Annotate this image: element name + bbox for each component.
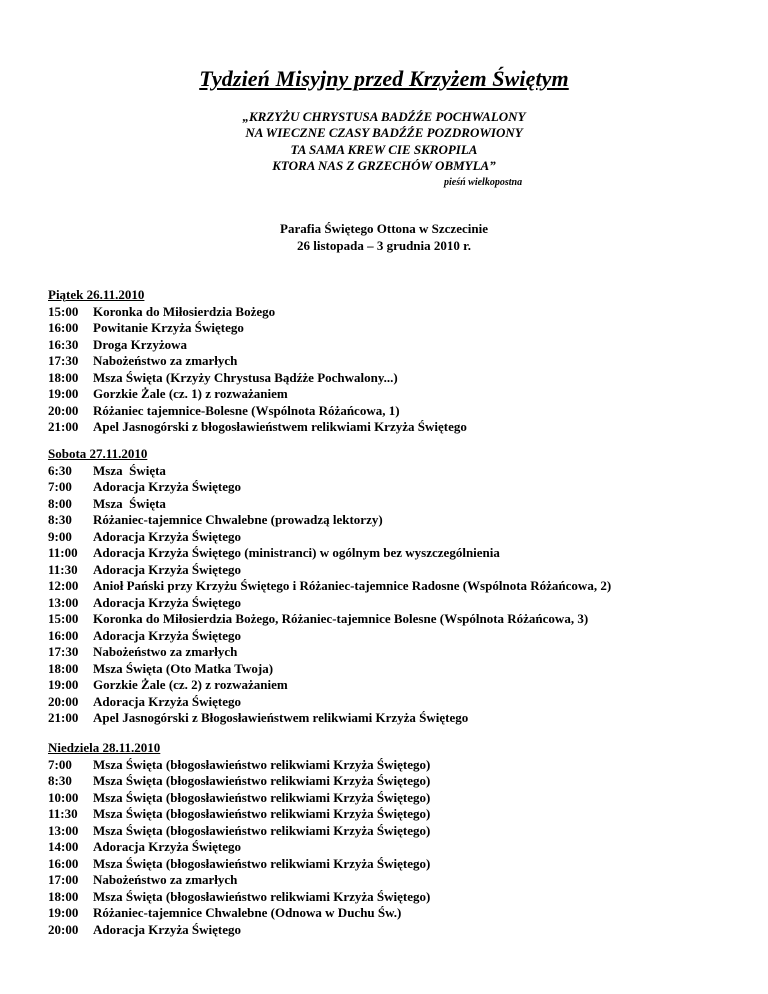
entry-event: Adoracja Krzyża Świętego [93,561,242,577]
entry-time: 20:00 [48,402,79,418]
entry-time: 17:30 [48,644,79,659]
entry-event: Adoracja Krzyża Świętego [93,921,242,937]
schedule-entry [48,386,467,403]
entry-time: 8:30 [48,773,72,788]
entry-time: 18:00 [48,888,79,904]
song-line: KTORA NAS Z GRZECHÓW OBMYLA” [272,157,496,173]
entry-time: 21:00 [48,419,79,434]
entry-event: Różaniec tajemnice-Bolesne (Wspólnota Różańcowa, 1) [93,402,400,418]
entry-time: 19:00 [48,386,79,401]
entry-event: Adoracja Krzyża Świętego [93,479,242,494]
schedule-entry [48,419,467,436]
entry-event: Msza Święta (Krzyży Chrystusa Bądźże Pochwalony...) [93,369,398,385]
schedule-entry [48,677,611,694]
schedule-entry [48,529,611,546]
schedule-entry [48,463,611,480]
schedule-entry [48,337,467,354]
entry-time: 16:30 [48,336,79,352]
entry-time: 20:00 [48,921,79,937]
entry-event: Koronka do Miłosierdzia Bożego [93,303,276,319]
entry-event: Różaniec-tajemnice Chwalebne (Odnowa w Duchu Św.) [93,905,402,920]
entry-event: Gorzkie Żale (cz. 1) z rozważaniem [93,386,288,401]
schedule-entry [48,512,611,529]
entry-time: 19:00 [48,677,79,692]
schedule-entry [48,370,467,387]
event-dates: 26 listopada – 3 grudnia 2010 r. [297,238,471,253]
entry-event: Droga Krzyżowa [93,336,187,352]
entry-time: 15:00 [48,303,79,319]
day-title: Sobota 27.11.2010 [48,446,148,461]
day-schedule-sunday [48,740,430,938]
schedule-entry [48,320,467,337]
song-line: „KRZYŻU CHRYSTUSA BADŹŹE POCHWALONY [242,109,526,124]
schedule-entry [48,773,430,790]
day-title: Niedziela 28.11.2010 [48,740,161,755]
schedule-entry [48,694,611,711]
entry-event: Apel Jasnogórski z Błogosławieństwem relikwiami Krzyża Świętego [93,710,469,725]
entry-time: 16:00 [48,320,79,335]
entry-event: Anioł Pański przy Krzyżu Świętego i Różaniec-tajemnice Radosne (Wspólnota Różańcowa, 2) [93,578,612,593]
schedule-entry [48,403,467,420]
entry-event: Msza Święta (błogosławieństwo relikwiami Krzyża Świętego) [93,888,431,904]
day-title: Piątek 26.11.2010 [48,287,145,302]
entry-time: 16:00 [48,855,79,871]
entry-event: Apel Jasnogórski z błogosławieństwem relikwiami Krzyża Świętego [93,419,467,434]
parish-info [0,220,768,254]
schedule-entry [48,496,611,513]
entry-event: Nabożeństwo za zmarłych [93,644,238,659]
entry-time: 7:00 [48,756,72,772]
schedule-entry [48,304,467,321]
schedule-entry [48,611,611,628]
entry-event: Msza Święta (błogosławieństwo relikwiami Krzyża Świętego) [93,855,431,871]
schedule-entry [48,479,611,496]
entry-event: Adoracja Krzyża Świętego (ministranci) w ogólnym bez wyszczególnienia [93,545,500,560]
entry-time: 10:00 [48,789,79,805]
entry-time: 18:00 [48,660,79,676]
entry-event: Nabożeństwo za zmarłych [93,353,238,368]
entry-event: Msza Święta (błogosławieństwo relikwiami Krzyża Świętego) [93,806,431,821]
entry-time: 13:00 [48,594,79,610]
entry-time: 16:00 [48,627,79,643]
schedule-entry [48,628,611,645]
entry-event: Msza Święta (błogosławieństwo relikwiami Krzyża Świętego) [93,822,431,838]
entry-time: 20:00 [48,693,79,709]
schedule-entry [48,578,611,595]
entry-time: 12:00 [48,578,79,593]
page-title: Tydzień Misyjny przed Krzyżem Świętym [199,66,569,91]
schedule-entry [48,839,430,856]
schedule-entry [48,353,467,370]
schedule-entry [48,922,430,939]
schedule-entry [48,823,430,840]
entry-event: Msza Święta (błogosławieństwo relikwiami Krzyża Świętego) [93,773,431,788]
song-source: pieśń wielkopostna [444,177,523,188]
schedule-entry [48,790,430,807]
schedule-entry [48,644,611,661]
entry-time: 9:00 [48,528,72,544]
parish-name: Parafia Świętego Ottona w Szczecinie [280,221,488,236]
entry-event: Adoracja Krzyża Świętego [93,627,242,643]
entry-time: 21:00 [48,710,79,725]
schedule-entry [48,545,611,562]
song-line: NA WIECZNE CZASY BADŹŹE POZDROWIONY [245,125,523,141]
entry-event: Gorzkie Żale (cz. 2) z rozważaniem [93,677,288,692]
entry-event: Nabożeństwo za zmarłych [93,872,238,887]
entry-event: Adoracja Krzyża Świętego [93,693,242,709]
entry-time: 13:00 [48,822,79,838]
schedule-entry [48,562,611,579]
schedule-entry [48,595,611,612]
entry-time: 17:00 [48,872,79,887]
entry-time: 6:30 [48,462,72,478]
schedule-entry [48,856,430,873]
entry-event: Msza Święta [93,462,166,478]
entry-event: Msza Święta (Oto Matka Twoja) [93,660,274,676]
entry-event: Msza Święta [93,495,166,511]
song-line: TA SAMA KREW CIE SKROPILA [290,141,478,157]
schedule-entry [48,806,430,823]
schedule-entry [48,710,611,727]
entry-time: 7:00 [48,479,72,494]
entry-event: Różaniec-tajemnice Chwalebne (prowadzą lektorzy) [93,512,383,527]
entry-time: 17:30 [48,353,79,368]
entry-time: 18:00 [48,369,79,385]
entry-event: Adoracja Krzyża Świętego [93,594,242,610]
entry-time: 11:00 [48,545,78,560]
day-schedule-friday [48,287,467,436]
entry-time: 11:30 [48,806,78,821]
schedule-entry [48,757,430,774]
day-schedule-saturday [48,446,611,727]
entry-event: Koronka do Miłosierdzia Bożego, Różaniec-tajemnice Bolesne (Wspólnota Różańcowa, 3) [93,611,589,626]
entry-time: 11:30 [48,561,78,577]
entry-event: Msza Święta (błogosławieństwo relikwiami Krzyża Świętego) [93,789,431,805]
song-quote [0,109,768,174]
entry-time: 8:30 [48,512,72,527]
entry-event: Adoracja Krzyża Świętego [93,528,242,544]
entry-time: 15:00 [48,611,79,626]
schedule-entry [48,661,611,678]
schedule-entry [48,872,430,889]
entry-time: 19:00 [48,905,79,920]
entry-event: Adoracja Krzyża Świętego [93,839,242,854]
entry-event: Powitanie Krzyża Świętego [93,320,244,335]
entry-time: 8:00 [48,495,72,511]
schedule-entry [48,889,430,906]
entry-time: 14:00 [48,839,79,854]
entry-event: Msza Święta (błogosławieństwo relikwiami Krzyża Świętego) [93,756,431,772]
schedule-entry [48,905,430,922]
